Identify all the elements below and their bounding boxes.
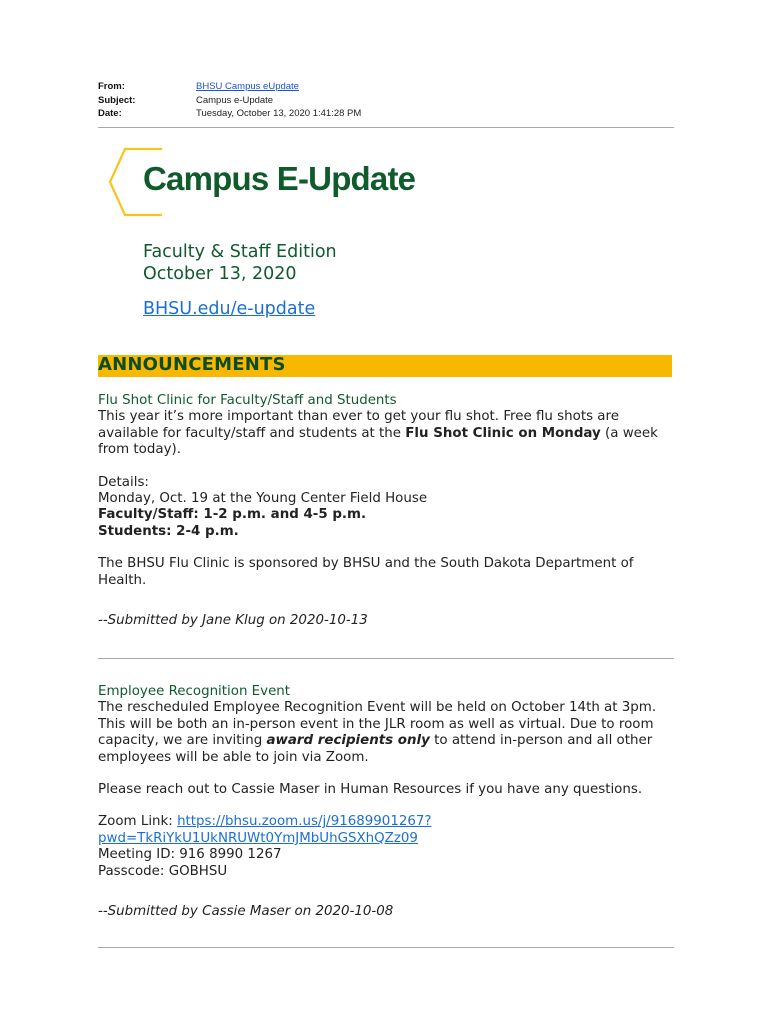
e-update-link[interactable]: BHSU.edu/e-update xyxy=(143,299,316,319)
recognition-article xyxy=(98,684,678,920)
from-label: From: xyxy=(98,81,125,92)
recognition-intro xyxy=(98,700,678,766)
date-row xyxy=(98,107,361,121)
flu-shot-article xyxy=(98,393,678,629)
zoom-link-row xyxy=(98,814,678,847)
announcements-heading: ANNOUNCEMENTS xyxy=(98,354,286,375)
award-recipients-emphasis: award recipients only xyxy=(266,733,430,749)
zoom-link-part2[interactable]: pwd=TkRiYkU1UkNRUWt0YmJMbUhGSXhQZz09 xyxy=(98,830,418,846)
passcode: Passcode: GOBHSU xyxy=(98,863,228,879)
flu-faculty-times: Faculty/Staff: 1-2 p.m. and 4-5 p.m. xyxy=(98,507,367,523)
edition-heading xyxy=(143,241,337,285)
from-link[interactable]: BHSU Campus eUpdate xyxy=(196,81,299,92)
email-header xyxy=(98,80,361,121)
from-row xyxy=(98,80,361,94)
announcements-banner xyxy=(98,355,672,377)
edition-title: Faculty & Staff Edition xyxy=(143,242,337,262)
flu-submitted-by: --Submitted by Jane Klug on 2020-10-13 xyxy=(98,613,368,629)
zoom-link-part1[interactable]: https://bhsu.zoom.us/j/91689901267? xyxy=(177,814,432,830)
subject-row xyxy=(98,94,361,108)
article-divider-1 xyxy=(98,658,674,659)
flu-intro-text: This year it’s more important than ever to get your flu shot. Free flu shots are available for faculty/staff and students at the xyxy=(98,409,619,441)
flu-sponsor-text: The BHSU Flu Clinic is sponsored by BHSU and the South Dakota Department of Health. xyxy=(98,556,634,588)
meeting-id: Meeting ID: 916 8990 1267 xyxy=(98,847,282,863)
recognition-intro-text: The rescheduled Employee Recognition Event will be held on October 14th at 3pm. This will be both an in-person event in the JLR room as well as virtual. Due to room capacity, we are inviting xyxy=(98,700,657,749)
recognition-submitted-by: --Submitted by Cassie Maser on 2020-10-08 xyxy=(98,904,394,920)
flu-shot-title: Flu Shot Clinic for Faculty/Staff and Students xyxy=(98,393,397,408)
subject-label: Subject: xyxy=(98,94,136,106)
flu-student-times: Students: 2-4 p.m. xyxy=(98,523,239,539)
flu-shot-intro xyxy=(98,409,678,458)
flu-clinic-emphasis: Flu Shot Clinic on Monday xyxy=(405,425,601,441)
article-divider-2 xyxy=(98,947,674,948)
flu-details-when: Monday, Oct. 19 at the Young Center Field House xyxy=(98,491,428,507)
recognition-contact: Please reach out to Cassie Maser in Human Resources if you have any questions. xyxy=(98,782,643,798)
date-label: Date: xyxy=(98,108,122,119)
logo-wordmark: Campus E-Update xyxy=(143,160,416,197)
flu-intro-tail: (a week from today). xyxy=(98,425,658,458)
subject-value: Campus e-Update xyxy=(196,94,274,106)
flu-details-label: Details: xyxy=(98,474,149,490)
edition-date: October 13, 2020 xyxy=(143,264,297,284)
recognition-title: Employee Recognition Event xyxy=(98,684,291,699)
zoom-link-label: Zoom Link: xyxy=(98,814,178,830)
date-value: Tuesday, October 13, 2020 1:41:28 PM xyxy=(196,108,362,119)
recognition-intro-tail: to attend in-person and all other employees will be able to join via Zoom. xyxy=(98,733,653,765)
header-divider xyxy=(98,127,674,128)
